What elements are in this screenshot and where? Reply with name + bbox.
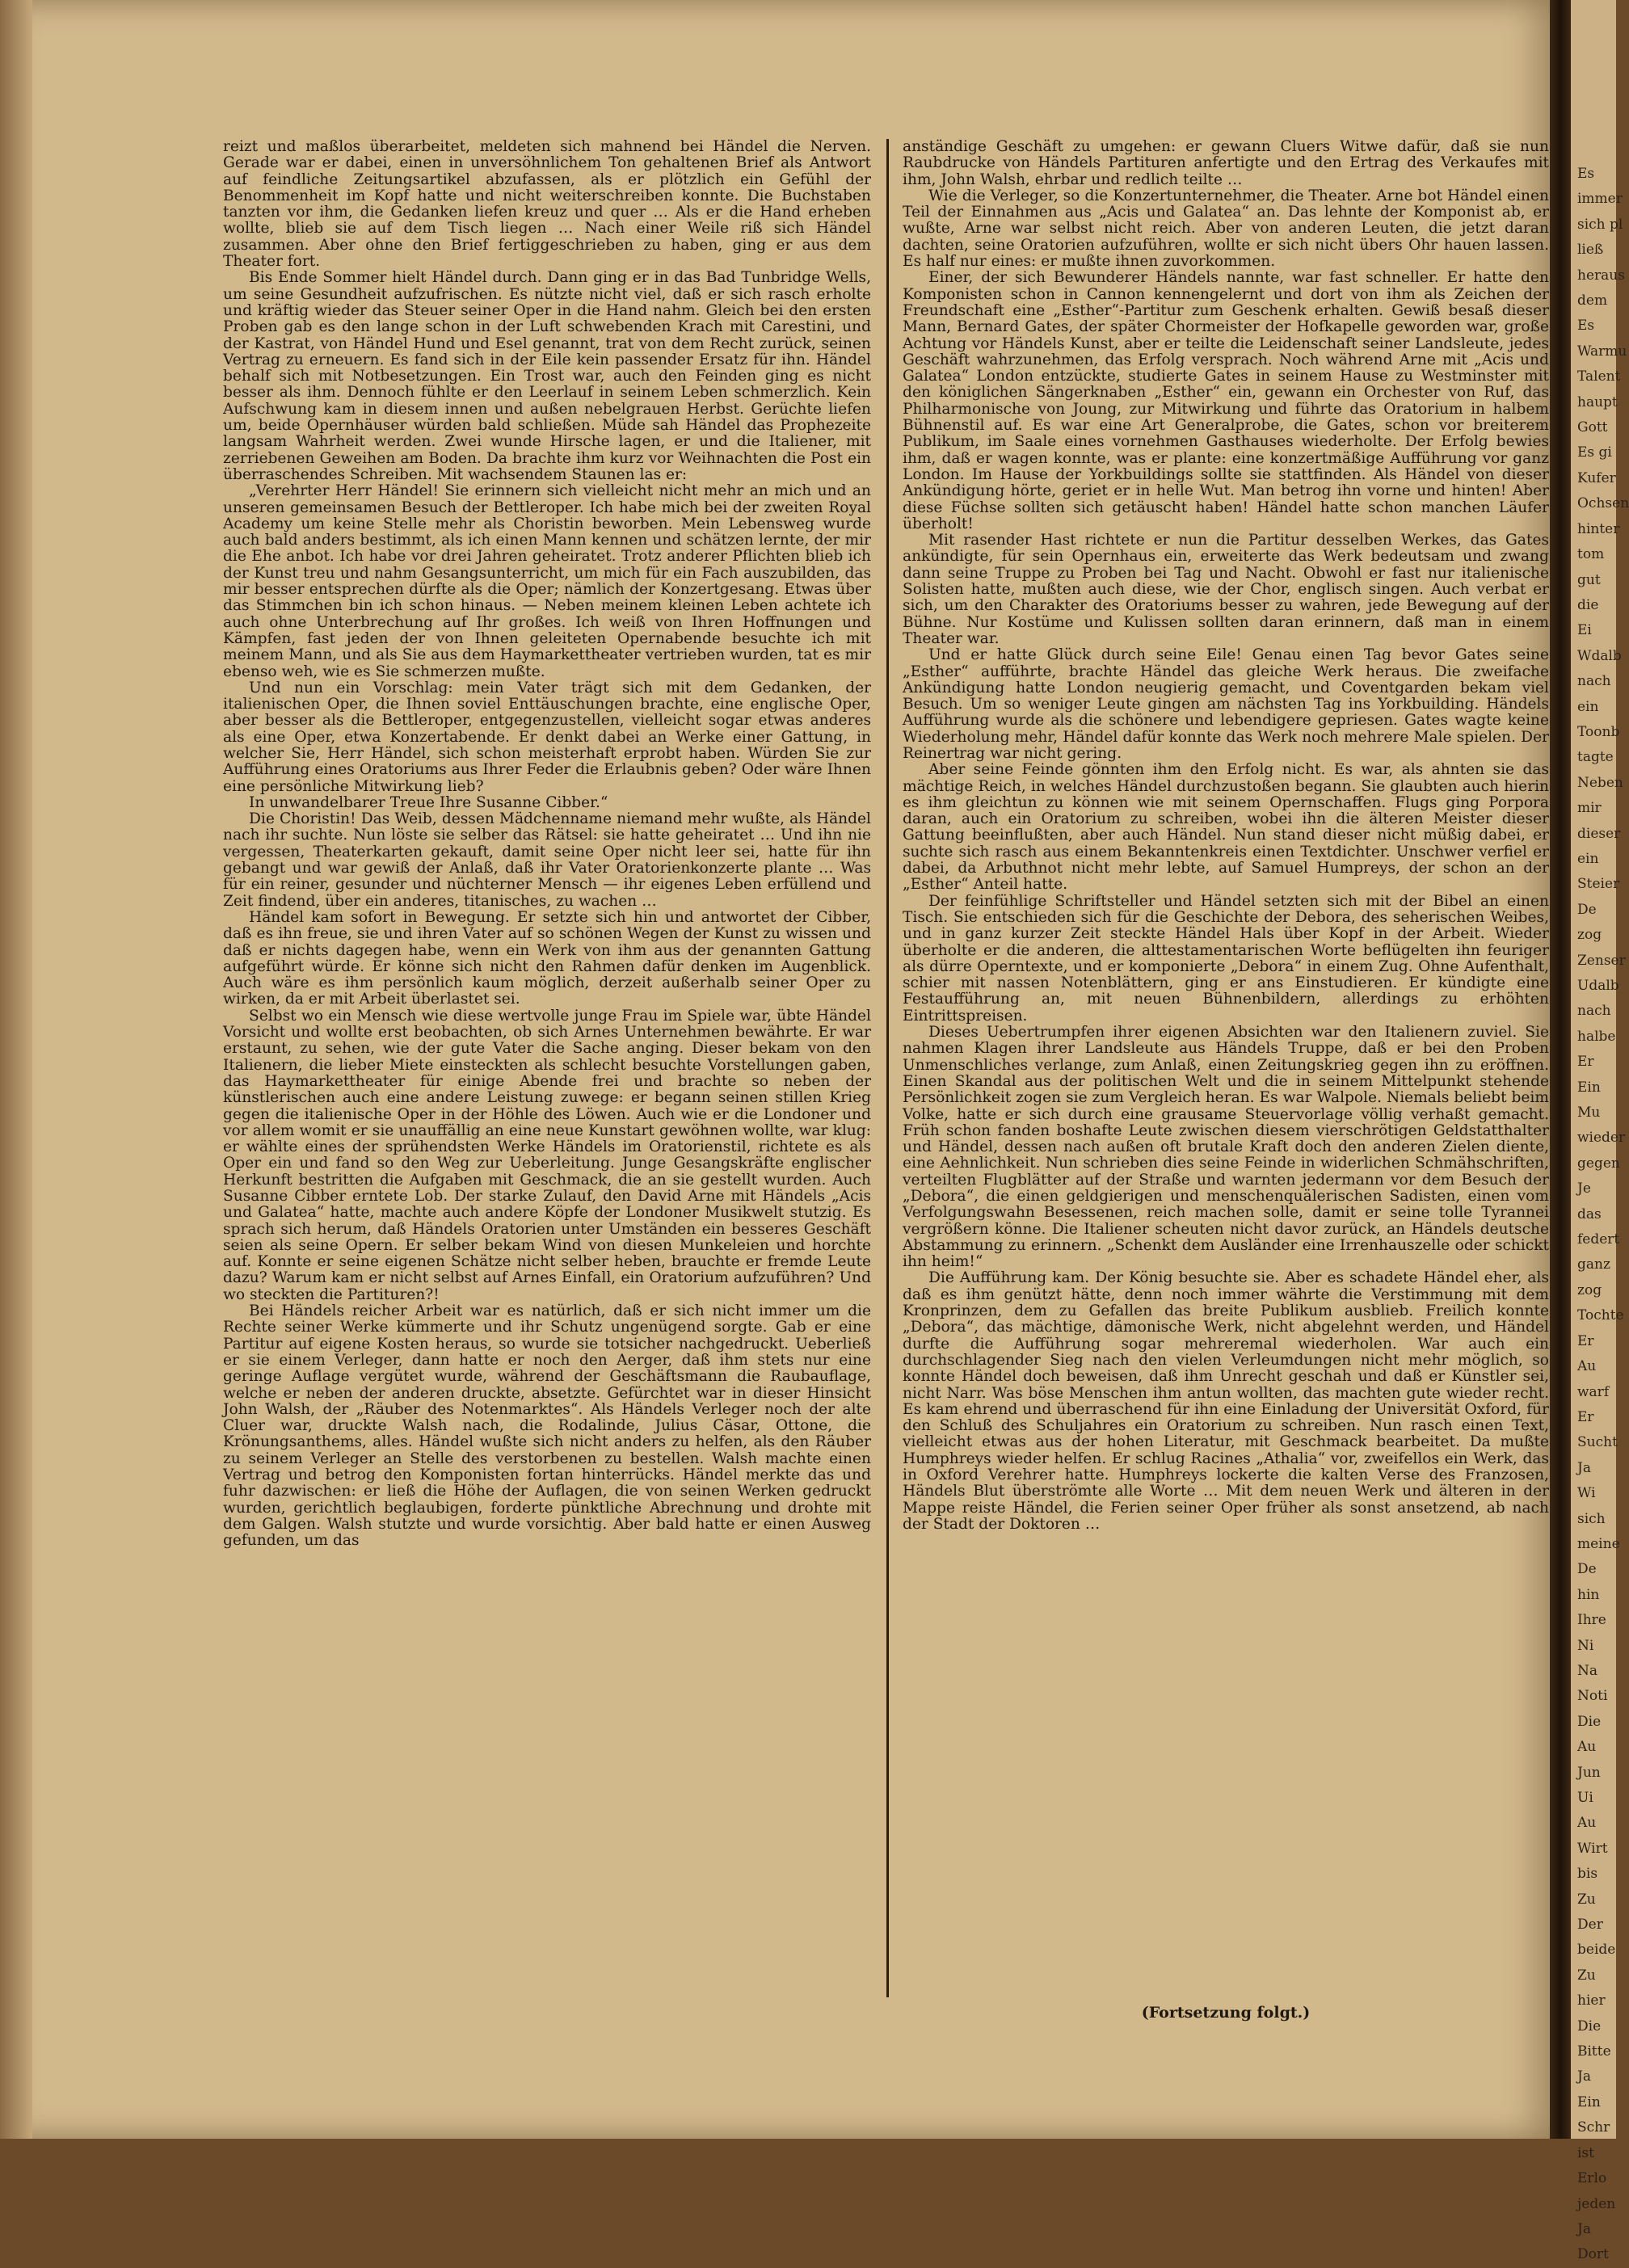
next-page-fragment: Zu xyxy=(1577,1891,1596,1908)
next-page-fragment: Er xyxy=(1577,1332,1594,1349)
next-page-fragment: hier xyxy=(1577,1992,1606,2009)
next-page-fragment: Sucht xyxy=(1577,1434,1618,1451)
next-page-fragment: dieser xyxy=(1577,825,1621,842)
paragraph: Bis Ende Sommer hielt Händel durch. Dann ging er in das Bad Tunbridge Wells, um seine Gesundheit aufzufrischen. Es nützte nicht viel, daß er sich rasch erholte und kräftig wieder das Steuer seiner Oper in die Hand nahm. Gleich bei den ersten Proben gab es den lange schon in der Luft schwebenden Krach mit Carestini, und der Kastrat, von Händel Hund und Esel genannt, trat von dem Recht zurück, seinen Vertrag zu erneuern. Es fand sich in der Eile kein passender Ersatz für ihn. Händel behalf sich mit Notbesetzungen. Ein Trost war, auch den Feinden ging es nicht besser als ihm. Dennoch fühlte er den Leerlauf in seinem Leben schmerzlich. Kein Aufschwung kam in diesem innen und außen nebelgrauen Herbst. Gerüchte liefen um, beide Opernhäuser würden bald schließen. Müde sah Händel das Prophezeite langsam Wahrheit werden. Zwei wunde Hirsche lagen, er und die Italiener, mit zerriebenen Geweihen am Boden. Da brachte ihm kurz vor Weihnachten die Post ein überraschendes Schreiben. Mit wachsendem Staunen las er: xyxy=(223,269,871,483)
adjacent-page-edge xyxy=(1571,0,1629,2263)
next-page-fragment: mir xyxy=(1577,800,1602,817)
next-page-fragment: Der xyxy=(1577,1917,1603,1933)
book-gutter xyxy=(1550,0,1571,2139)
next-page-fragment: Gott xyxy=(1577,419,1608,436)
next-page-fragment: nach xyxy=(1577,673,1611,690)
left-column xyxy=(223,139,871,1550)
next-page-fragment: Ui xyxy=(1577,1790,1593,1806)
next-page-fragment: zog xyxy=(1577,927,1602,944)
paragraph: Einer, der sich Bewunderer Händels nannte, war fast schneller. Er hatte den Komponisten schon in Cannon kennengelernt und dort von ihm als Zeichen der Freundschaft eine „Esther“-Partitur zum Geschenk erhalten. Gewiß besaß dieser Mann, Bernard Gates, der später Chormeister der Hofkapelle geworden war, große Achtung vor Händels Kunst, aber er teilte die Leidenschaft seiner Landsleute, jedes Geschäft wahrzunehmen, das Erfolg versprach. Noch während Arne mit „Acis und Galatea“ London entzückte, studierte Gates in seinem Hause zu Westminster mit den königlichen Sängerknaben „Esther“ ein, gewann ein Orchester von Ruf, das Philharmonische von Joung, zur Mitwirkung und führte das Oratorium in halbem Bühnenstil auf. Es war eine Art Generalprobe, die Gates, schon vor breiterem Publikum, im Saale eines vornehmen Gasthauses wiederholte. Der Erfolg bewies ihm, daß er wagen konnte, was er plante: eine konzertmäßige Aufführung vor ganz London. Im Hause der Yorkbuildings sollte sie stattfinden. Als Händel von dieser Ankündigung hörte, geriet er in helle Wut. Man betrog ihn vorne und hinten! Aber diese Füchse sollten sich getäuscht haben! Händel hatte schon manchen Läufer überholt! xyxy=(903,269,1549,532)
next-page-fragment: bis xyxy=(1577,1866,1598,1883)
next-page-fragment: Erlo xyxy=(1577,2170,1607,2187)
next-page-fragment: zog xyxy=(1577,1281,1602,1298)
paragraph: Aber seine Feinde gönnten ihm den Erfolg nicht. Es war, als ahnten sie das mächtige Reich, in welches Händel durchzustoßen begann. Sie glaubten auch hierin es ihm gleichtun zu können wie mit seinem Opernschaffen. Flugs ging Porpora daran, auch ein Oratorium zu schreiben, wobei ihn die älteren Meister dieser Gattung beeinflußten, aber auch Händel. Nun stand dieser nicht müßig dabei, er suchte sich rasch aus einem Bekanntenkreis einen Textdichter. Unschwer verfiel er dabei, da Arbuthnot nicht mehr lebte, auf Samuel Humpreys, der schon an der „Esther“ Anteil hatte. xyxy=(903,761,1549,894)
paragraph: Die Aufführung kam. Der König besuchte sie. Aber es schadete Händel eher, als daß es ihm genützt hätte, denn noch immer währte die Verstimmung mit dem Kronprinzen, dem zu Gefallen das breite Publikum ausblieb. Freilich konnte „Debora“, das mächtige, dämonische Werk, nicht abgelehnt werden, und Händel durfte die Aufführung sogar mehreremal wiederholen. War auch ein durchschlagender Sieg nach den vielen Verleumdungen nicht mehr möglich, so konnte Händel doch beweisen, daß ihm Unrecht geschah und daß er Künstler sei, nicht Narr. Was böse Menschen ihm antun wollten, das machten gute wieder recht. Es kam ehrend und überraschend für ihn eine Einladung der Universität Oxford, für den Schluß des Schuljahres ein Oratorium zu schreiben. Nun rasch einen Text, vielleicht etwas aus der hohen Literatur, mit Geschmack bearbeitet. Da mußte Humphreys wieder helfen. Er schlug Racines „Athalia“ vor, zweifellos ein Werk, das in Oxford Verehrer hatte. Humphreys lockerte die kalten Verse des Franzosen, Händels Blut überströmte alle Worte … Mit dem neuen Werk und älteren in der Mappe reiste Händel, die Ferien seiner Oper früher als sonst ansetzend, ab nach der Stadt der Doktoren … xyxy=(903,1269,1549,1533)
next-page-fragment: Tochte xyxy=(1577,1307,1624,1324)
next-page-fragment: haupt xyxy=(1577,393,1618,410)
paragraph: Dieses Uebertrumpfen ihrer eigenen Absichten war den Italienern zuviel. Sie nahmen Klagen ihrer Landsleute aus Händels Truppe, daß er bei den Proben Unmenschliches verlange, zum Anlaß, einen Zeitungskrieg gegen ihn zu eröffnen. Einen Skandal aus der politischen Welt und die in seinem Mittelpunkt stehende Persönlichkeit zogen sie zum Vergleich heran. Es war Walpole. Niemals beliebt beim Volke, hatte er sich durch eine grausame Steuervorlage völlig verhaßt gemacht. Früh schon fanden boshafte Leute zwischen diesem vierschrötigen Geldstatthalter und Händel, dessen nach außen oft brutale Kraft doch den anderen Zielen diente, eine Aehnlichkeit. Nun schrieben dies seine Feinde in widerlichen Schmähschriften, verteilten Flugblätter auf der Straße und warnten jedermann vor dem Besuch der „Debora“, die einen geldgierigen und menschenquälerischen Sadisten, einen vom Verfolgungswahn Besessenen, reich machen solle, damit er seine tolle Tyrannei vergrößern könne. Die Italiener scheuten nicht davor zurück, an Händels deutsche Abstammung zu erinnern. „Schenkt dem Ausländer eine Irrenhauszelle oder schickt ihn heim!“ xyxy=(903,1024,1549,1271)
next-page-fragment: Zu xyxy=(1577,1967,1596,1984)
next-page-fragment: Au xyxy=(1577,1358,1597,1375)
next-page-fragment: ließ xyxy=(1577,242,1604,259)
next-page-fragment: tom xyxy=(1577,546,1605,563)
next-page-fragment: hinter xyxy=(1577,520,1620,537)
next-page-fragment: Zenser xyxy=(1577,952,1626,969)
paragraph: reizt und maßlos überarbeitet, meldeten sich mahnend bei Händel die Nerven. Gerade war er dabei, einen in unversöhnlichem Ton gehaltenen Brief als Antwort auf feindliche Zeitungsartikel abzufassen, als er plötzlich ein Gefühl der Benommenheit im Kopf hatte und nicht weiterschreiben konnte. Die Buchstaben tanzten vor ihm, die Gedanken liefen kreuz und quer … Als er die Hand erheben wollte, blieb sie auf dem Tisch liegen … Nach einer Weile riß sich Händel zusammen. Aber ohne den Brief fertiggeschrieben zu haben, ging er aus dem Theater fort. xyxy=(223,138,871,271)
next-page-fragment: federt xyxy=(1577,1231,1620,1248)
next-page-fragment: Bitte xyxy=(1577,2043,1611,2060)
next-page-fragment: Die xyxy=(1577,2018,1602,2034)
next-page-fragment: Ei xyxy=(1577,622,1592,639)
next-page-fragment: ein xyxy=(1577,850,1599,867)
next-page-fragment: Ja xyxy=(1577,2068,1591,2085)
next-page-fragment: Steier xyxy=(1577,876,1620,893)
continuation-note: (Fortsetzung folgt.) xyxy=(1141,2004,1311,2022)
next-page-fragment: Toonb xyxy=(1577,723,1620,740)
next-page-fragment: Ochsen xyxy=(1577,495,1629,512)
next-page-fragment: gegen xyxy=(1577,1155,1620,1172)
next-page-fragment: die xyxy=(1577,596,1599,613)
next-page-fragment: Mu xyxy=(1577,1105,1601,1121)
next-page-fragment: Ni xyxy=(1577,1637,1594,1654)
next-page-fragment: Noti xyxy=(1577,1688,1608,1705)
next-page-fragment: Wirt xyxy=(1577,1840,1608,1857)
next-page-fragment: Er xyxy=(1577,1054,1594,1071)
paragraph: Mit rasender Hast richtete er nun die Partitur desselben Werkes, das Gates ankündigte, für sein Opernhaus ein, erweiterte das Werk bedeutsam und zwang dann seine Truppe zu Proben bei Tag und Nacht. Obwohl er fast nur italienische Solisten hatte, mußten auch diese, wie der Chor, englisch singen. Auch verbat er sich, um den Charakter des Oratoriums besser zu wahren, jede Bewegung auf der Bühne. Nur Kostüme und Kulissen sollten daran erinnern, daß man in einem Theater war. xyxy=(903,532,1549,647)
next-page-fragment: Talent xyxy=(1577,368,1621,385)
paragraph: Bei Händels reicher Arbeit war es natürlich, daß er sich nicht immer um die Rechte seiner Werke kümmerte und ihr Schutz ungenügend sorgte. Gab er eine Partitur auf eigene Kosten heraus, so wurde sie totsicher nachgedruckt. Ueberließ er sie einem Verleger, dann hatte er noch den Aerger, daß ihm stets nur eine geringe Auflage vergütet wurde, während der Geschäftsmann die Raubauflage, welche er neben der anderen druckte, absetzte. Gefürchtet war in dieser Hinsicht John Walsh, der „Räuber des Notenmarktes“. Als Händels Verleger noch der alte Cluer war, druckte Walsh nach, die Rodalinde, Julius Cäsar, Ottone, die Krönungsanthems, alles. Händel wußte sich nicht anders zu helfen, als den Räuber zu seinem Verleger an Stelle des verstorbenen zu bestellen. Walsh machte einen Vertrag und betrog den Komponisten fortan hinterrücks. Händel merkte das und fuhr dazwischen: er ließ die Höhe der Auflagen, die von seinen Werken gedruckt wurden, gerichtlich beglaubigen, forderte pünktliche Abrechnung und drohte mit dem Galgen. Walsh stutzte und wurde vorsichtig. Aber bald hatte er einen Ausweg gefunden, um das xyxy=(223,1302,871,1550)
next-page-fragment: Ihre xyxy=(1577,1612,1606,1629)
next-page-fragment: Kufer xyxy=(1577,469,1616,486)
next-page-fragment: Es gi xyxy=(1577,444,1612,461)
next-page-fragment: Udalb xyxy=(1577,978,1619,994)
letter-paragraph: „Verehrter Herr Händel! Sie erinnern sich vielleicht nicht mehr an mich und an unseren gemeinsamen Besuch der Bettleroper. Ich habe mich bei der zweiten Royal Academy um keine Stelle mehr als Choristin beworben. Mein Lebensweg wurde auch bald anders bestimmt, als ich einen Mann kennen und schätzen lernte, der mir die Ehe anbot. Ich habe vor drei Jahren geheiratet. Trotz anderer Pflichten blieb ich der Kunst treu und nahm Gesangsunterricht, um mich für ein Fach auszubilden, das mir besser entsprechen dürfte als die Oper; nämlich der Konzertgesang. Etwas über das Stimmchen bin ich schon hinaus. — Neben meinem kleinen Leben achtete ich auch ohne Unterbrechung auf Ihr großes. Ich weiß von Ihren Hoffnungen und Kämpfen, fast jeden der von Ihnen geleiteten Opernabende besuchte ich mit meinem Mann, und als Sie aus dem Haymarkettheater vertrieben wurden, tat es mir ebenso weh, wie es Sie schmerzen mußte. xyxy=(223,482,871,680)
next-page-fragment: Au xyxy=(1577,1739,1597,1756)
paragraph: Händel kam sofort in Bewegung. Er setzte sich hin und antwortet der Cibber, daß es ihn freue, sie und ihren Vater auf so schönen Wegen der Kunst zu wissen und daß er nichts dagegen habe, wenn ein Werk von ihm aus der genannten Gattung aufgeführt würde. Er könne sich nicht den Rahmen dafür denken im Augenblick. Auch wäre es ihm persönlich kaum möglich, derzeit außerhalb seiner Oper zu wirken, da er mit Arbeit überlastet sei. xyxy=(223,908,871,1008)
next-page-fragment: Jun xyxy=(1577,1764,1601,1781)
letter-paragraph: Und nun ein Vorschlag: mein Vater trägt sich mit dem Gedanken, der italienischen Oper, die Ihnen soviel Enttäuschungen brachte, eine englische Oper, aber besser als die Bettleroper, entgegenzustellen, vielleicht sogar etwas anderes als eine Oper, etwa Konzertabende. Er denkt dabei an Werke einer Gattung, in welcher Sie, Herr Händel, sich schon meisterhaft erprobt haben. Würden Sie zur Aufführung eines Oratoriums aus Ihrer Feder die Erlaubnis geben? Oder wäre Ihnen eine persönliche Mitwirkung lieb? xyxy=(223,679,871,795)
next-page-fragment: nach xyxy=(1577,1003,1611,1020)
next-page-fragment: Ja xyxy=(1577,1459,1591,1476)
paragraph: Die Choristin! Das Weib, dessen Mädchenname niemand mehr wußte, als Händel nach ihr suchte. Nun löste sie selber das Rätsel: sie hatte geheiratet … Und ihn nie vergessen, Theaterkarten gekauft, damit seine Oper nicht leer sei, hatte für ihn gebangt und war gewiß der Anlaß, daß ihr Vater Oratorienkonzerte plante … Was für ein reiner, gesunder und nüchterner Mensch — ihr eigenes Leben erfüllend und Zeit findend, über ein anderes, titanisches, zu wachen … xyxy=(223,810,871,910)
next-page-fragment: Ein xyxy=(1577,2093,1601,2110)
next-page-fragment: sich pl xyxy=(1577,216,1623,233)
next-page-fragment: jeden xyxy=(1577,2195,1616,2212)
next-page-fragment: ganz xyxy=(1577,1256,1610,1273)
next-page-fragment: heraus xyxy=(1577,267,1625,284)
next-page-fragment: warf xyxy=(1577,1383,1610,1400)
next-page-fragment: Die xyxy=(1577,1713,1602,1730)
next-page-fragment: ist xyxy=(1577,2144,1594,2161)
paragraph: Selbst wo ein Mensch wie diese wertvolle junge Frau im Spiele war, übte Händel Vorsicht und wollte erst beobachten, ob sich Arnes Unternehmen bewährte. Er war erstaunt, zu sehen, wie der gute Vater die Sache anging. Dieser bekam von den Italienern, die lieber Miete einsteckten als schlecht besuchte Vorstellungen gaben, das Haymarkettheater für einige Abende frei und brachte so neben der künstlerischen auch eine andere Leistung zuwege: er begann seinen stillen Krieg gegen die italienische Oper in der Höhle des Löwen. Auch wie er die Londoner und vor allem womit er sie unauffällig an eine neue Kunstart gewöhnen wollte, war klug: er wählte eines der sprühendsten Werke Händels im Oratorienstil, richtete es als Oper ein und fand so den Weg zur Ueberleitung. Junge Gesangskräfte englischer Herkunft bestritten die Aufgaben mit Geschmack, die an sie gestellt wurden. Auch Susanne Cibber erntete Lob. Der starke Zulauf, den David Arne mit Händels „Acis und Galatea“ hatte, machte auch andere Köpfe der Londoner Musikwelt stutzig. Es sprach sich herum, daß Händels Oratorien unter Umständen ein besseres Geschäft seien als seine Opern. Er selber bekam Wind von diesen Munkeleien und horchte auf. Konnte er seine eigenen Schätze nicht selber heben, brauchte er fremde Leute dazu? Warum kam er nicht selbst auf Arnes Einfall, ein Oratorium aufzuführen? Und wo steckten die Partituren?! xyxy=(223,1007,871,1303)
next-page-fragment: Dort xyxy=(1577,2246,1609,2263)
next-page-fragment: Neben xyxy=(1577,774,1623,791)
next-page-fragment: immer xyxy=(1577,191,1623,208)
paragraph: anständige Geschäft zu umgehen: er gewann Cluers Witwe dafür, daß sie nun Raubdrucke von Händels Partituren anfertigte und den Ertrag des Verkaufes mit ihm, John Walsh, ehrbar und redlich teilte … xyxy=(903,138,1549,188)
next-page-fragment: Wdalb xyxy=(1577,647,1622,664)
next-page-fragment: Ein xyxy=(1577,1079,1601,1096)
next-page-fragment: das xyxy=(1577,1206,1602,1222)
paragraph: Der feinfühlige Schriftsteller und Händel setzten sich mit der Bibel an einen Tisch. Sie entschieden sich für die Geschichte der Debora, des seherischen Weibes, und in ganz kurzer Zeit steckte Händel Hals über Kopf in der Arbeit. Wieder überholte er die anderen, die alttestamentarischen Worte beflügelten ihn feuriger als dürre Operntexte, und er komponierte „Debora“ in einem Zug. Ohne Aufenthalt, schier mit nassen Notenblättern, ging er ans Einstudieren. Er kündigte eine Festaufführung an, mit neuen Bühnenbildern, allerdings zu erhöhten Eintrittspreisen. xyxy=(903,892,1549,1025)
letter-signature: In unwandelbarer Treue Ihre Susanne Cibber.“ xyxy=(249,793,608,811)
next-page-fragment: De xyxy=(1577,1561,1597,1578)
next-page-fragment: De xyxy=(1577,901,1597,918)
next-page-fragment: Au xyxy=(1577,1815,1597,1832)
right-column xyxy=(903,139,1549,1533)
next-page-fragment: wieder xyxy=(1577,1130,1626,1147)
next-page-fragment: ein xyxy=(1577,698,1599,715)
next-page-fragment: Na xyxy=(1577,1662,1598,1679)
next-page-fragment: Er xyxy=(1577,1408,1594,1425)
next-page-fragment: hin xyxy=(1577,1586,1600,1603)
next-page-fragment: Es xyxy=(1577,318,1595,335)
next-page-fragment: meine xyxy=(1577,1535,1620,1552)
next-page-fragment: Je xyxy=(1577,1180,1591,1197)
next-page-fragment: Schr xyxy=(1577,2119,1610,2136)
column-divider xyxy=(886,139,889,1997)
paragraph: Wie die Verleger, so die Konzertunternehmer, die Theater. Arne bot Händel einen Teil der Einnahmen aus „Acis und Galatea“ an. Das lehnte der Komponist ab, er wußte, Arne war selbst nicht reich. Aber von anderen Leuten, die jetzt daran dachten, seine Oratorien aufzuführen, wollte er sich nicht übers Ohr hauen lassen. Es half nur eines: er mußte ihnen zuvorkommen. xyxy=(903,187,1549,271)
next-page-fragment: dem xyxy=(1577,292,1608,309)
page-edge xyxy=(0,0,32,2139)
next-page-fragment: Es xyxy=(1577,166,1595,182)
next-page-fragment: tagte xyxy=(1577,749,1614,766)
next-page-fragment: halbe xyxy=(1577,1028,1616,1045)
next-page-fragment: sich xyxy=(1577,1510,1606,1527)
next-page-fragment: Warmu xyxy=(1577,343,1627,360)
paragraph: Und er hatte Glück durch seine Eile! Genau einen Tag bevor Gates seine „Esther“ aufführte, brachte Händel das gleiche Werk heraus. Die zweifache Ankündigung hatte London neugierig gemacht, und Coventgarden bekam viel Besuch. Um so weniger Leute gingen am nächsten Tag ins Yorkbuilding. Händels Aufführung wurde als die schönere und lebendigere gepriesen. Gates wagte keine Wiederholung mehr, Händel dafür konnte das Werk noch mehrere Male spielen. Der Reinertrag war nicht gering. xyxy=(903,646,1549,762)
next-page-fragment: gut xyxy=(1577,571,1601,588)
next-page-fragment: Wi xyxy=(1577,1485,1596,1502)
next-page-fragment: beide xyxy=(1577,1942,1616,1959)
next-page-fragment: Ja xyxy=(1577,2220,1591,2237)
